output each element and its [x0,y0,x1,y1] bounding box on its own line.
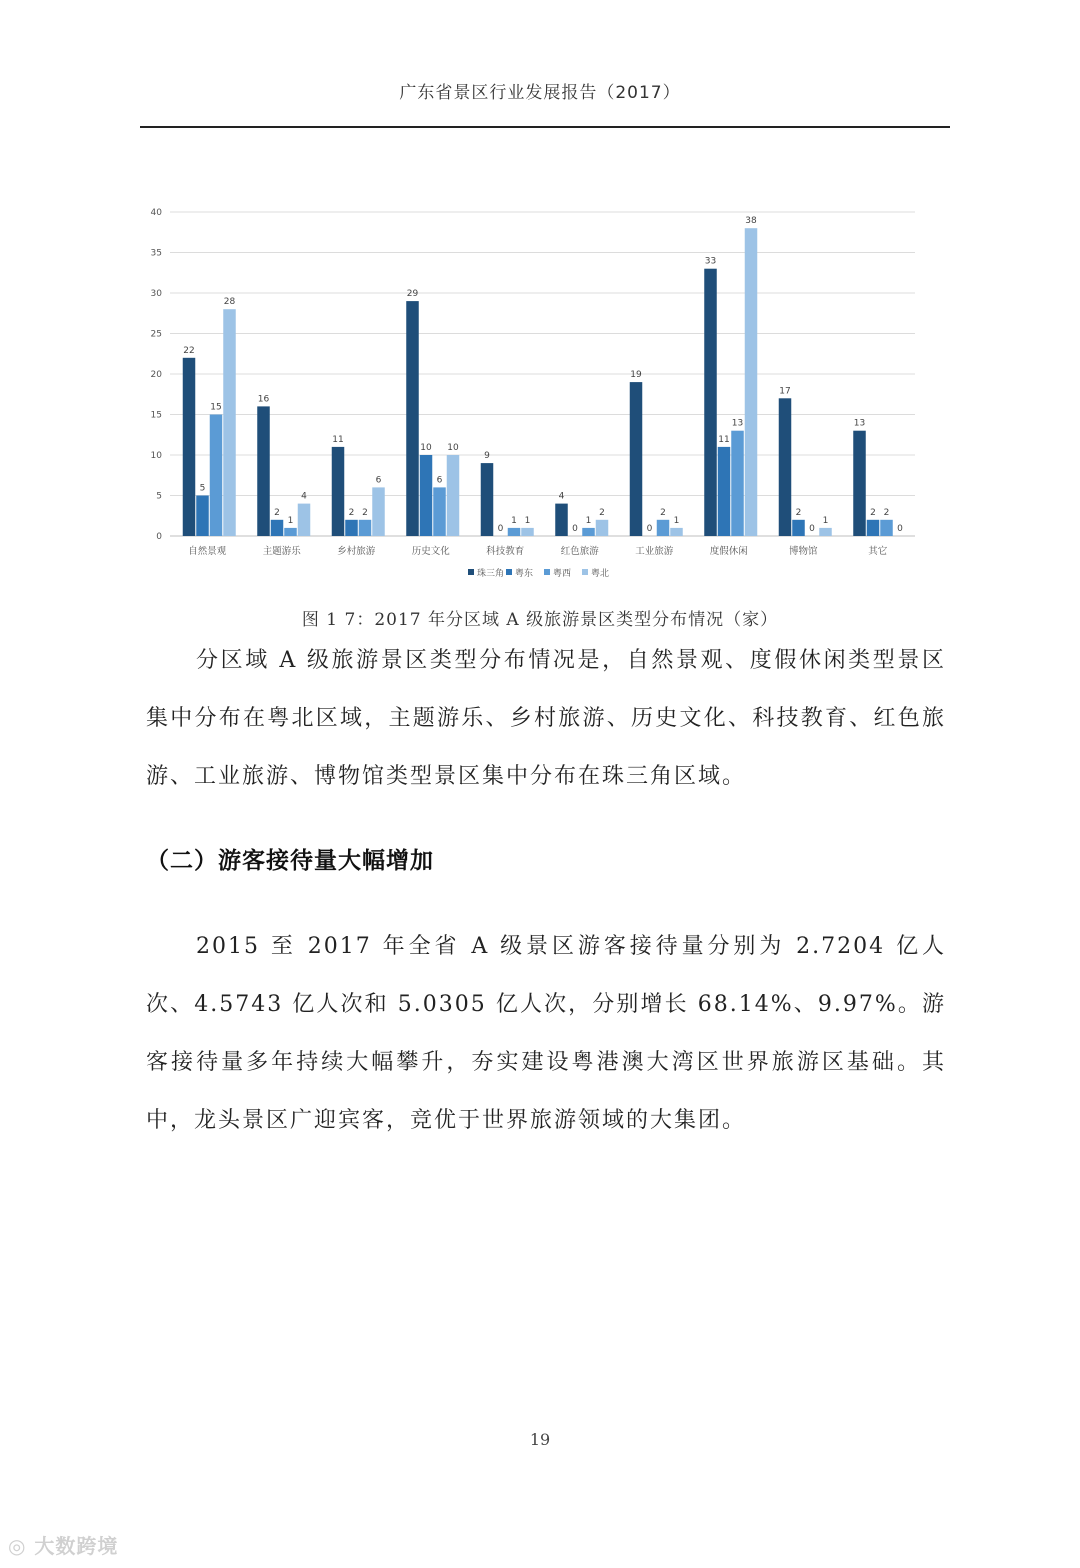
bar [555,504,568,536]
bar [433,487,446,536]
data-label: 10 [420,443,432,453]
y-tick-label: 30 [150,289,162,299]
data-label: 4 [301,491,307,502]
y-tick-label: 15 [150,410,162,421]
data-label: 1 [822,515,829,526]
data-label: 6 [436,475,443,486]
watermark-text: 大数跨境 [34,1534,119,1558]
data-label: 0 [497,524,504,534]
bar [447,455,460,536]
x-tick-label: 主题游乐 [262,546,301,557]
data-label: 1 [511,515,517,526]
legend-label: 粤西 [553,569,572,579]
x-tick-label: 自然景观 [188,546,227,557]
data-label: 11 [718,434,730,445]
data-label: 2 [362,507,368,518]
bar [223,309,236,536]
bar [853,431,866,536]
data-label: 1 [585,515,592,526]
bar [718,447,731,536]
paragraph-distribution: 分区域 A 级旅游景区类型分布情况是，自然景观、度假休闲类型景区集中分布在粤北区域，主题游乐、乡村旅游、历史文化、科技教育、红色旅游、工业旅游、博物馆类型景区集中分布在珠三角区域。 [146,648,946,789]
data-label: 38 [745,216,757,227]
page-number: 19 [529,1430,551,1449]
data-label: 11 [332,434,344,445]
bar [372,487,385,536]
bar [670,528,683,536]
y-tick-label: 40 [150,208,162,218]
data-label: 10 [447,443,459,453]
data-label: 13 [731,418,744,429]
legend-swatch [544,569,550,575]
x-tick-label: 度假休闲 [709,546,748,557]
bar [481,463,494,536]
data-label: 2 [883,507,890,518]
x-tick-label: 历史文化 [411,546,450,557]
data-label: 2 [660,507,666,518]
data-label: 22 [183,345,195,356]
bar [745,228,758,536]
bar [596,520,609,536]
bar [271,520,284,536]
data-label: 2 [795,507,802,518]
data-label: 2 [274,507,280,518]
bar [196,496,209,537]
bar [731,431,744,536]
x-tick-label: 工业旅游 [635,546,674,557]
bar [521,528,534,536]
data-label: 0 [646,524,653,534]
data-label: 2 [348,507,355,518]
data-label: 6 [375,475,382,486]
bar [257,406,270,536]
bar [210,415,223,537]
bar [332,447,345,536]
bar [298,504,311,536]
region-type-bar-chart [130,198,930,588]
bar [867,520,880,536]
header-divider [140,126,950,128]
data-label: 2 [599,507,605,518]
y-tick-label: 25 [150,329,162,340]
data-label: 5 [199,483,206,494]
bar [779,398,792,536]
bar [359,520,372,536]
bar [630,382,643,536]
bar [183,358,196,536]
data-label: 16 [257,394,270,405]
data-label: 2 [870,507,876,518]
bar [345,520,358,536]
section-heading: （二）游客接待量大幅增加 [146,848,434,874]
bar [880,520,893,536]
report-header-title: 广东省景区行业发展报告（2017） [399,83,681,103]
x-tick-label: 博物馆 [788,546,818,557]
bar [508,528,521,536]
watermark-logo [8,1530,118,1559]
bar [406,301,419,536]
bar [792,520,805,536]
data-label: 1 [673,515,680,526]
data-label: 0 [897,524,903,534]
legend-label: 粤北 [591,569,610,579]
x-tick-label: 其它 [868,546,888,557]
data-label: 0 [809,524,815,534]
data-label: 9 [484,451,490,462]
legend-label: 珠三角 [477,569,505,579]
data-label: 17 [779,386,791,397]
legend-swatch [582,569,588,575]
data-label: 33 [704,256,717,267]
data-label: 13 [853,418,866,429]
legend-swatch [506,569,512,575]
y-tick-label: 0 [156,532,162,542]
data-label: 1 [524,515,531,526]
x-tick-label: 科技教育 [486,546,525,557]
data-label: 0 [572,524,578,534]
data-label: 1 [287,515,294,526]
bar [582,528,595,536]
y-tick-label: 20 [150,370,162,380]
watermark-icon: ◎ [8,1534,35,1558]
x-tick-label: 乡村旅游 [337,546,376,557]
data-label: 19 [630,370,642,381]
figure-caption: 图 1 7：2017 年分区域 A 级旅游景区类型分布情况（家） [301,610,779,630]
bar [704,269,717,536]
bar [284,528,297,536]
data-label: 4 [558,491,565,502]
legend-label: 粤东 [515,569,534,579]
data-label: 28 [223,297,236,308]
bar [819,528,832,536]
y-tick-label: 5 [156,491,162,502]
paragraph-visitors: 2015 至 2017 年全省 A 级景区游客接待量分别为 2.7204 亿人次、4.5743 亿人次和 5.0305 亿人次，分别增长 68.14%、9.97%。游客接待量多年持续大幅攀升，夯实建设粤港澳大湾区世界旅游区基础。其中，龙头景区广迎宾客，竞优于世界旅游领域的大集团。 [146,934,946,1133]
legend-swatch [468,569,474,575]
y-tick-label: 10 [150,451,162,461]
data-label: 29 [406,289,419,300]
y-tick-label: 35 [150,248,162,259]
chart-svg [130,198,930,588]
bar [657,520,670,536]
bar [420,455,433,536]
data-label: 15 [210,402,222,413]
x-tick-label: 红色旅游 [560,546,599,557]
